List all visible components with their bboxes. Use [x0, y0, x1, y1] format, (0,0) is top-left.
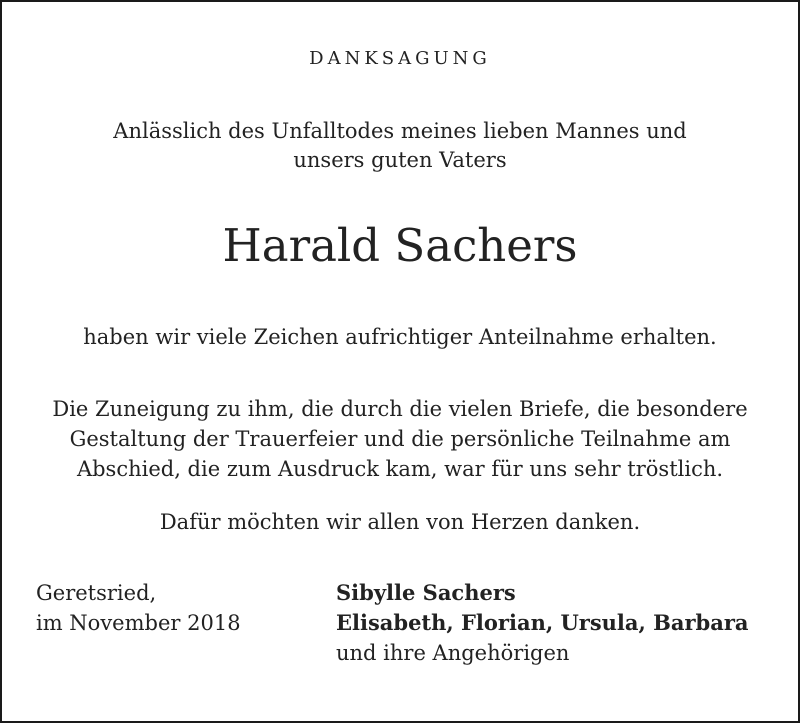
paragraph-line: Gestaltung der Trauerfeier und die persönliche Teilnahme am [69, 427, 731, 451]
deceased-name: Harald Sachers [222, 219, 578, 272]
intro-text [0, 117, 800, 175]
place-line: Geretsried, [36, 581, 157, 605]
signer-relatives: und ihre Angehörigen [336, 641, 570, 665]
paragraph-line: Abschied, die zum Ausdruck kam, war für uns sehr tröstlich. [76, 457, 724, 481]
intro-line: Anlässlich des Unfalltodes meines lieben Mannes und [113, 119, 687, 143]
signer-primary: Sibylle Sachers [336, 580, 516, 605]
gratitude-paragraph [0, 394, 800, 484]
received-sympathy-text: haben wir viele Zeichen aufrichtiger Anteilnahme erhalten. [83, 325, 717, 349]
date-line: im November 2018 [36, 611, 241, 635]
signers-block [336, 578, 749, 668]
thanks-text: Dafür möchten wir allen von Herzen danken. [159, 510, 641, 534]
notice-heading: DANKSAGUNG [309, 48, 491, 69]
paragraph-line: Die Zuneigung zu ihm, die durch die vielen Briefe, die besondere [52, 397, 748, 421]
signer-children: Elisabeth, Florian, Ursula, Barbara [336, 610, 749, 635]
intro-line: unsers guten Vaters [293, 148, 507, 172]
place-date [36, 578, 241, 638]
